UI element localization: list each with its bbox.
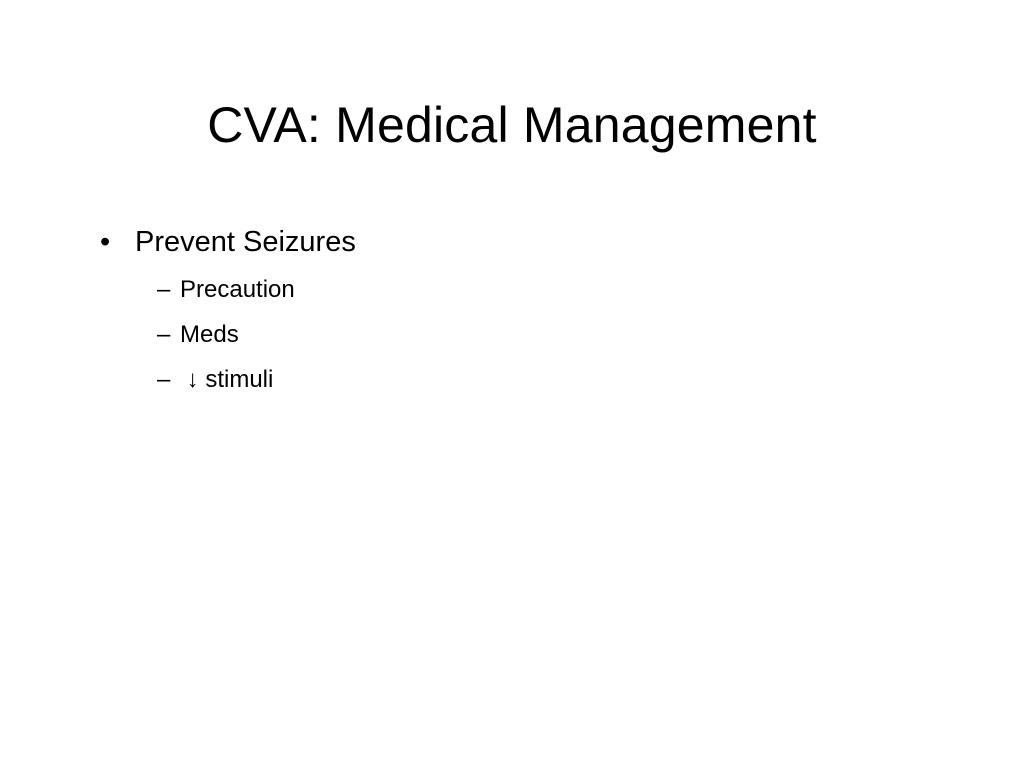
sub-item-text: ↓ stimuli bbox=[180, 366, 274, 393]
bullet-dot-icon: • bbox=[100, 226, 111, 258]
sub-item-precaution bbox=[157, 267, 356, 312]
dash-icon: – bbox=[157, 276, 171, 303]
bullet-list bbox=[100, 220, 356, 402]
dash-icon: – bbox=[157, 321, 171, 348]
sub-bullet-list bbox=[157, 267, 356, 402]
sub-item-text: Meds bbox=[180, 321, 239, 348]
bullet-item-prevent-seizures bbox=[100, 220, 356, 402]
dash-icon: – bbox=[157, 366, 171, 393]
sub-item-decrease-stimuli bbox=[157, 357, 356, 402]
bullet-text: Prevent Seizures bbox=[135, 226, 356, 258]
sub-item-meds bbox=[157, 312, 356, 357]
sub-item-text: Precaution bbox=[180, 276, 295, 303]
slide-title: CVA: Medical Management bbox=[207, 97, 817, 153]
